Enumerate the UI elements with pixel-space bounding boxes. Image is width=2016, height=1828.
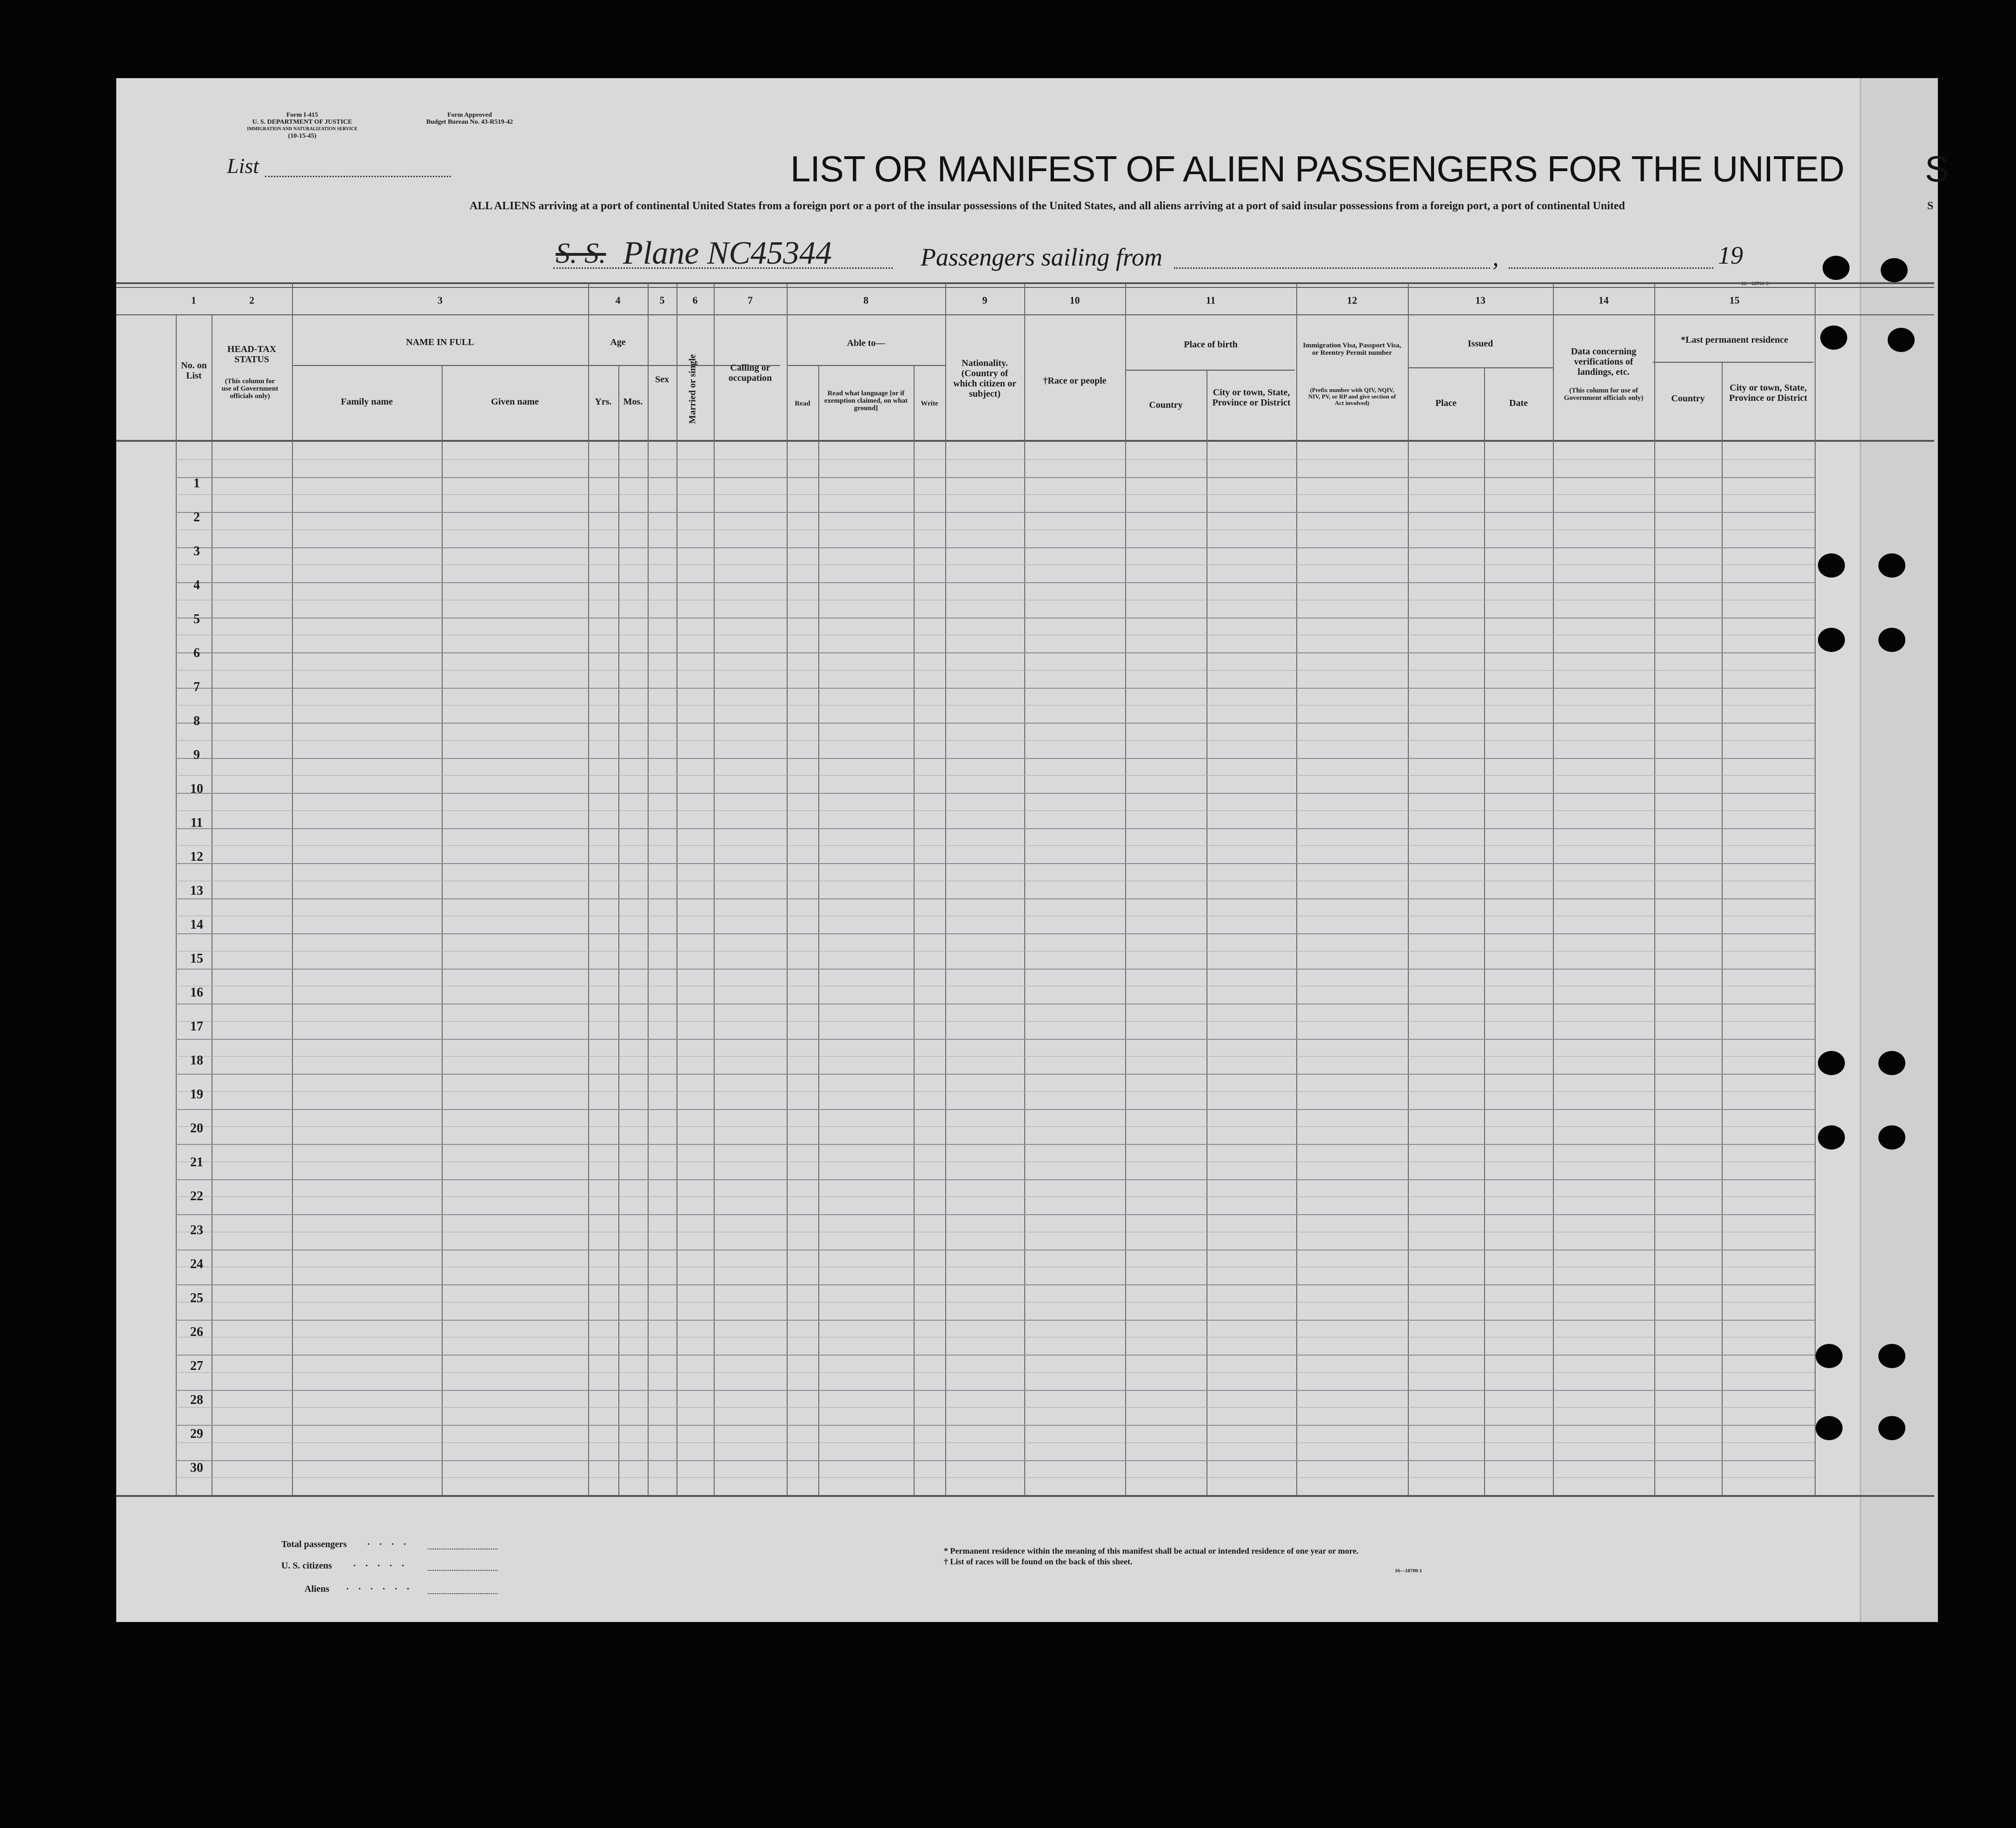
- header-married-or-single: Married or single: [687, 354, 698, 424]
- row-rule: [176, 1425, 1815, 1426]
- col-rule-13: [1408, 284, 1409, 1495]
- column-number: 10: [1069, 294, 1080, 306]
- punch-hole: [1823, 256, 1850, 280]
- header-read: Read: [795, 400, 810, 407]
- row-number: 2: [193, 510, 200, 525]
- note-list-of-races: † List of races will be found on the back of this sheet.: [944, 1557, 1133, 1566]
- residence-subheader-rule: [1653, 362, 1813, 363]
- row-rule: [176, 1074, 1815, 1075]
- total-passengers-label: Total passengers: [281, 1539, 347, 1549]
- punch-hole: [1818, 1051, 1845, 1075]
- row-number: 21: [190, 1155, 203, 1170]
- approval-text: Form Approved: [447, 112, 492, 119]
- row-subrule: [176, 775, 1815, 776]
- row-number: 20: [190, 1121, 203, 1136]
- header-nationality: Nationality. (Country of which citizen or subject): [953, 358, 1016, 399]
- sailing-date-field: [1509, 267, 1713, 269]
- row-rule: [176, 688, 1815, 689]
- list-number-field: [265, 176, 451, 177]
- punch-hole: [1818, 1125, 1845, 1150]
- punch-hole: [1878, 1051, 1905, 1075]
- comma-mark: ,: [1492, 243, 1499, 271]
- year-prefix: 19: [1718, 241, 1743, 269]
- column-number: 15: [1729, 294, 1740, 306]
- row-number: 9: [193, 748, 200, 762]
- row-number: 15: [190, 951, 203, 966]
- row-number: 26: [190, 1325, 203, 1339]
- punch-hole: [1878, 1125, 1905, 1150]
- page-title-cut: S: [1925, 148, 1949, 189]
- row-rule: [176, 1179, 1815, 1180]
- col-rule-3b: [442, 366, 443, 1495]
- note-permanent-residence: * Permanent residence within the meaning of this manifest shall be actual or intended residence of one year or more.: [944, 1546, 1359, 1555]
- header-data-concerning: Data concerning verifications of landings, etc.: [1571, 346, 1637, 377]
- row-number: 12: [190, 850, 203, 864]
- col-rule-5: [648, 284, 649, 1495]
- column-number: 8: [863, 294, 869, 306]
- punch-hole: [1878, 1416, 1905, 1440]
- column-number: 13: [1475, 294, 1485, 306]
- column-number: 12: [1347, 294, 1357, 306]
- col-rule-6: [676, 284, 677, 1495]
- row-number: 13: [190, 884, 203, 898]
- punch-hole: [1818, 553, 1845, 578]
- column-number: 1: [191, 294, 196, 306]
- punch-hole: [1816, 1416, 1843, 1440]
- punch-hole: [1818, 628, 1845, 652]
- row-number: 6: [193, 646, 200, 660]
- aliens-field: [428, 1593, 497, 1594]
- row-subrule: [176, 670, 1815, 671]
- col-rule-8: [787, 284, 788, 1495]
- us-citizens-field: [428, 1570, 497, 1571]
- row-number: 27: [190, 1359, 203, 1373]
- col-rule-10: [1024, 284, 1025, 1495]
- punch-hole: [1878, 628, 1905, 652]
- row-subrule: [176, 1407, 1815, 1408]
- header-no-on-list: No. on List: [181, 360, 207, 381]
- row-rule: [176, 1460, 1815, 1461]
- punch-hole: [1820, 326, 1847, 350]
- row-rule: [176, 1355, 1815, 1356]
- row-number: 17: [190, 1019, 203, 1034]
- col-rule-4: [588, 284, 589, 1495]
- column-number: 5: [659, 294, 665, 306]
- row-subrule: [176, 1056, 1815, 1057]
- col-rule-4b: [618, 366, 619, 1495]
- column-number-rule: [116, 314, 1934, 315]
- page-title: LIST OR MANIFEST OF ALIEN PASSENGERS FOR THE UNITED: [790, 148, 1844, 189]
- row-number: 4: [193, 578, 200, 592]
- row-subrule: [176, 1302, 1815, 1303]
- leader-dots: . . . .: [367, 1537, 410, 1547]
- row-number: 11: [190, 816, 203, 830]
- row-number: 10: [190, 782, 203, 796]
- header-sex: Sex: [655, 374, 669, 385]
- row-number: 24: [190, 1257, 203, 1271]
- header-read-language: Read what language [or if exemption claimed, on what ground]: [824, 390, 908, 412]
- leader-dots: . . . . . .: [346, 1582, 413, 1592]
- form-number: Form I-415: [286, 112, 318, 119]
- row-subrule: [176, 845, 1815, 846]
- header-race: †Race or people: [1043, 376, 1107, 386]
- row-number: 29: [190, 1427, 203, 1441]
- col-rule-8c: [914, 366, 915, 1495]
- row-rule: [176, 793, 1815, 794]
- vessel-prefix-struck: S. S.: [556, 238, 606, 269]
- table-top-border-inner: [116, 287, 1934, 288]
- row-rule: [176, 512, 1815, 513]
- table-top-border: [116, 282, 1934, 284]
- leader-dots: . . . . .: [353, 1558, 408, 1569]
- row-rule: [176, 969, 1815, 970]
- header-head-tax: HEAD-TAX STATUS: [227, 344, 277, 365]
- row-number: 7: [193, 680, 200, 694]
- row-number: 28: [190, 1393, 203, 1407]
- col-rule-3: [292, 284, 293, 1495]
- column-number: 14: [1598, 294, 1609, 306]
- row-rule: [176, 898, 1815, 899]
- row-number: 25: [190, 1291, 203, 1305]
- header-birth-country: Country: [1149, 400, 1183, 410]
- column-number: 11: [1206, 294, 1216, 306]
- name-subheader-rule: [293, 365, 780, 366]
- row-number: 30: [190, 1461, 203, 1475]
- header-residence-country: Country: [1671, 393, 1705, 404]
- row-rule: [176, 933, 1815, 934]
- header-birth-city: City or town, State, Province or District: [1212, 387, 1291, 408]
- header-age-years: Yrs.: [595, 397, 612, 407]
- form-approval: [400, 112, 539, 126]
- us-citizens-label: U. S. citizens: [281, 1561, 332, 1571]
- header-residence-city: City or town, State, Province or District: [1729, 383, 1808, 403]
- header-family-name: Family name: [341, 397, 393, 407]
- header-age-months: Mos.: [623, 397, 643, 407]
- row-rule: [176, 1144, 1815, 1145]
- row-subrule: [176, 740, 1815, 741]
- header-place-of-birth: Place of birth: [1184, 339, 1238, 350]
- row-number: 19: [190, 1087, 203, 1102]
- row-rule: [176, 1390, 1815, 1391]
- row-rule: [176, 1284, 1815, 1285]
- header-issued-date: Date: [1509, 398, 1528, 408]
- row-subrule: [176, 1372, 1815, 1373]
- col-rule-16: [1815, 284, 1816, 1495]
- row-rule: [176, 723, 1815, 724]
- column-number: 2: [249, 294, 254, 306]
- col-rule-11: [1125, 284, 1126, 1495]
- column-number: 9: [982, 294, 988, 306]
- header-able-to: Able to—: [847, 338, 885, 348]
- aliens-label: Aliens: [305, 1584, 330, 1594]
- row-rule: [176, 828, 1815, 829]
- header-write: Write: [921, 400, 938, 407]
- issued-subheader-rule: [1409, 367, 1553, 368]
- row-number: 8: [193, 714, 200, 728]
- row-number: 16: [190, 985, 203, 1000]
- col-rule-15: [1654, 284, 1655, 1495]
- row-number: 23: [190, 1223, 203, 1237]
- row-rule: [176, 547, 1815, 548]
- col-rule-1: [176, 315, 177, 1495]
- column-number: 6: [692, 294, 698, 306]
- header-age: Age: [610, 337, 626, 347]
- sailing-from-label: Passengers sailing from: [921, 243, 1163, 271]
- row-rule: [176, 863, 1815, 864]
- department-name: U. S. DEPARTMENT OF JUSTICE: [252, 119, 352, 126]
- page-subtitle-cut: S: [1927, 200, 1934, 212]
- col-rule-8b: [818, 366, 819, 1495]
- vessel-field: [553, 267, 893, 269]
- form-identification: [219, 112, 386, 140]
- column-number: 7: [748, 294, 753, 306]
- col-rule-15b: [1722, 363, 1723, 1495]
- row-number: 14: [190, 917, 203, 932]
- header-bottom-rule: [116, 440, 1934, 442]
- row-number: 22: [190, 1189, 203, 1203]
- row-rule: [176, 582, 1815, 583]
- header-issued: Issued: [1467, 339, 1493, 349]
- service-name: IMMIGRATION AND NATURALIZATION SERVICE: [247, 126, 358, 132]
- col-rule-7: [714, 284, 715, 1495]
- print-code: 16—18700-1: [1395, 1568, 1422, 1574]
- row-subrule: [176, 459, 1815, 460]
- table-bottom-border: [116, 1495, 1934, 1497]
- header-issued-place: Place: [1435, 398, 1457, 408]
- row-rule: [176, 652, 1815, 653]
- row-subrule: [176, 494, 1815, 495]
- row-rule: [176, 477, 1815, 478]
- row-subrule: [176, 1091, 1815, 1092]
- col-rule-12: [1296, 284, 1297, 1495]
- col-rule-14: [1553, 284, 1554, 1495]
- punch-hole: [1881, 258, 1908, 282]
- col-rule-13b: [1484, 367, 1485, 1495]
- header-visa-note: (Prefix number with QIV, NQIV, NIV, PV, or RP and give section of Act involved): [1308, 386, 1396, 406]
- row-rule: [176, 1039, 1815, 1040]
- punch-hole: [1878, 1344, 1905, 1368]
- vessel-name-handwritten: Plane NC45344: [623, 235, 832, 271]
- header-name-in-full: NAME IN FULL: [406, 337, 474, 347]
- punch-hole: [1888, 328, 1915, 352]
- sailing-from-field: [1174, 267, 1490, 269]
- row-subrule: [176, 1126, 1815, 1127]
- row-subrule: [176, 1477, 1815, 1478]
- row-rule: [176, 1214, 1815, 1215]
- row-number: 3: [193, 544, 200, 558]
- header-given-name: Given name: [491, 397, 539, 407]
- row-rule: [176, 1109, 1815, 1110]
- form-date-code: (10-15-45): [288, 133, 317, 140]
- column-number: 3: [438, 294, 443, 306]
- row-subrule: [176, 1442, 1815, 1443]
- page-subtitle: ALL ALIENS arriving at a port of continental United States from a foreign port or a port of the insular possessions of the United States, and all aliens arriving at a port of said insular possessions from a foreign port, a port of continental United: [470, 200, 1625, 212]
- punch-hole: [1878, 553, 1905, 578]
- row-rule: [176, 1320, 1815, 1321]
- row-number: 1: [193, 476, 200, 491]
- col-rule-9: [945, 284, 946, 1495]
- row-number: 18: [190, 1053, 203, 1068]
- able-subheader-rule: [787, 365, 945, 366]
- row-subrule: [176, 1021, 1815, 1022]
- header-calling: Calling or occupation: [728, 363, 772, 383]
- header-head-tax-note: (This column for use of Government officials only): [221, 378, 279, 400]
- list-label: List: [227, 154, 259, 178]
- punch-hole: [1816, 1344, 1843, 1368]
- header-last-residence: *Last permanent residence: [1681, 335, 1788, 345]
- header-visa: Immigration Visa, Passport Visa, or Reentry Permit number: [1303, 342, 1401, 357]
- sheet-fold-edge: [1860, 78, 1938, 1622]
- row-rule: [176, 758, 1815, 759]
- column-number: 4: [615, 294, 621, 306]
- budget-bureau-number: Budget Bureau No. 43-R519-42: [426, 119, 513, 126]
- header-data-note: (This column for use of Government officials only): [1564, 387, 1644, 402]
- row-number: 5: [193, 612, 200, 626]
- birth-subheader-rule: [1125, 370, 1295, 371]
